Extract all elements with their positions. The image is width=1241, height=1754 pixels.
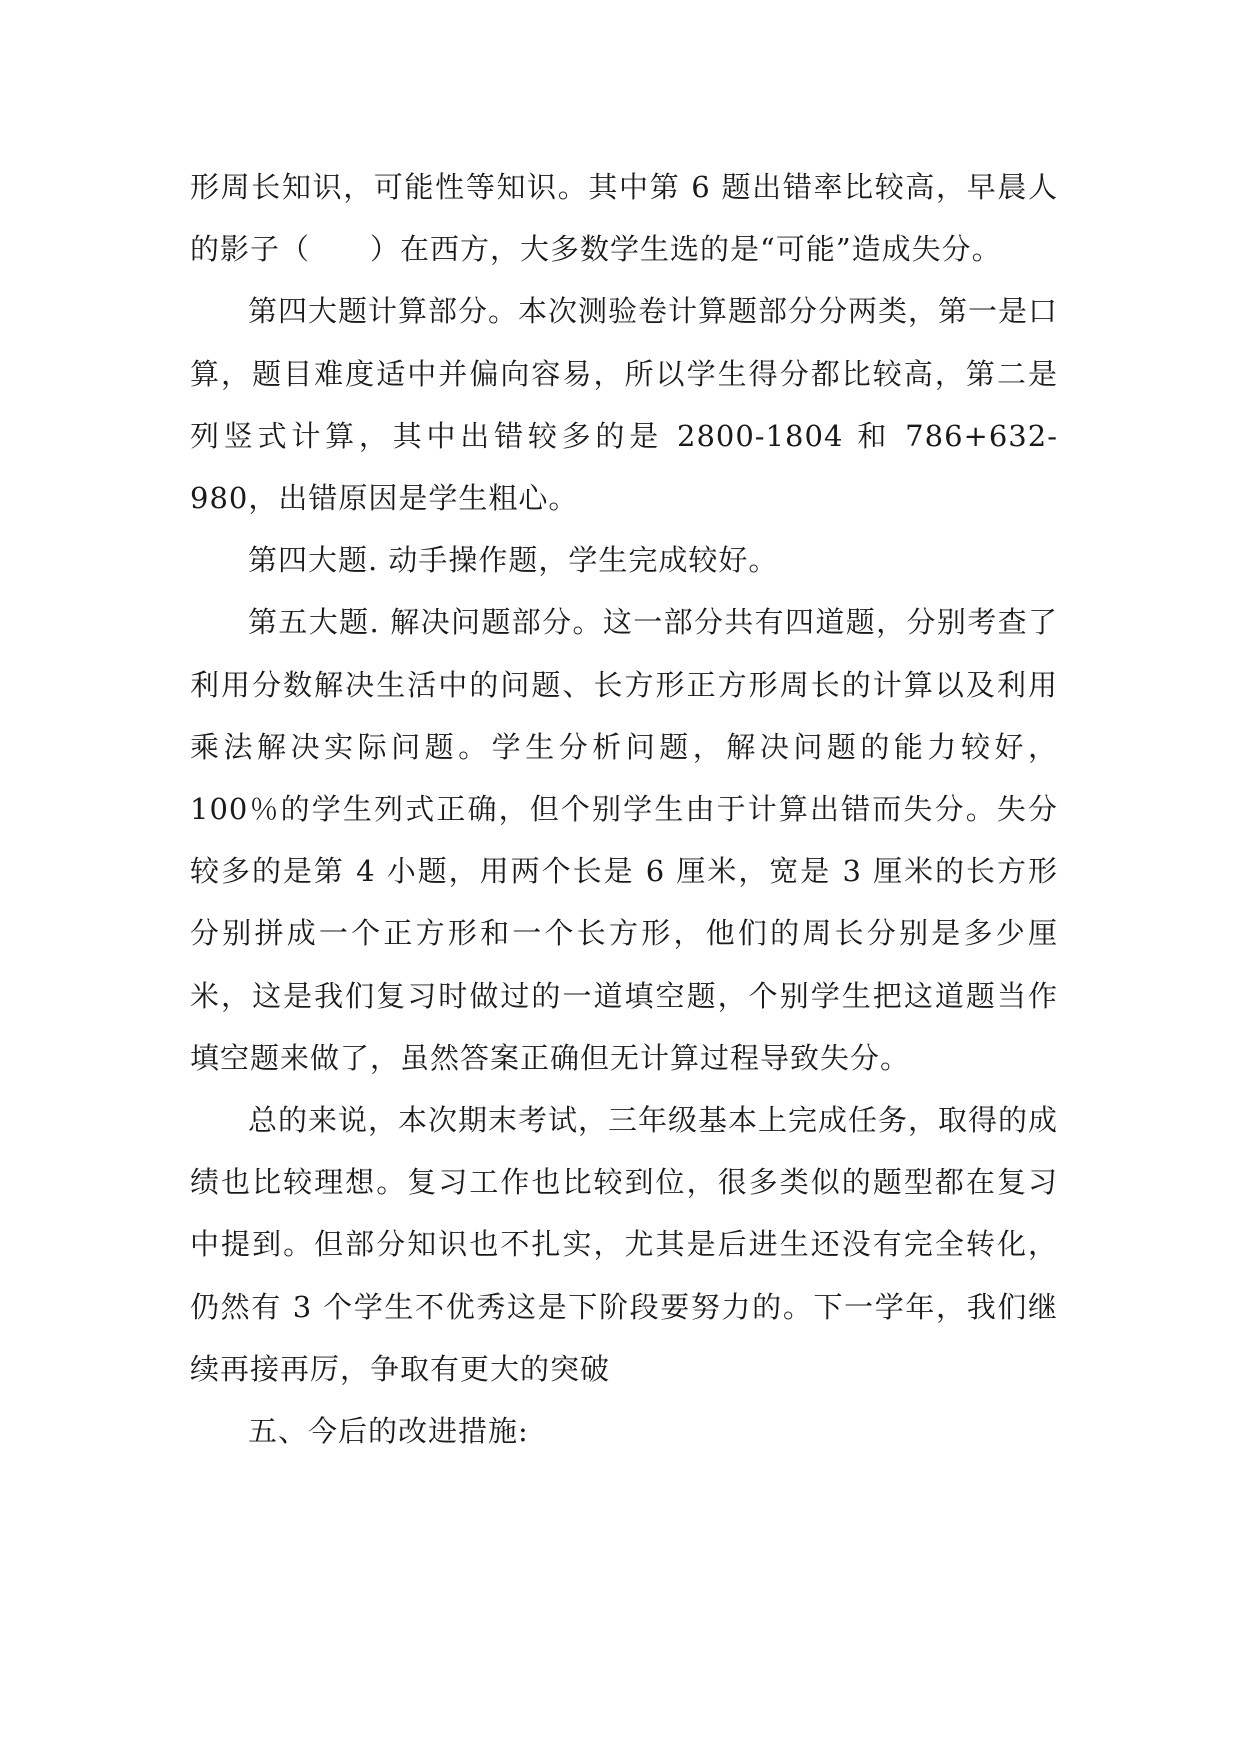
paragraph-problem-solving-section: 第五大题. 解决问题部分。这一部分共有四道题，分别考查了利用分数解决生活中的问题、长方形正方形周长的计算以及利用乘法解决实际问题。学生分析问题，解决问题的能力较好，100％的学生列式正确，但个别学生由于计算出错而失分。失分较多的是第 4 小题，用两个长是 6 厘米，宽是 3 厘米的长方形分别拼成一个正方形和一个长方形，他们的周长分别是多少厘米，这是我们复习时做过的一道填空题，个别学生把这道题当作填空题来做了，虽然答案正确但无计算过程导致失分。 — [190, 605, 1058, 1075]
paragraph-exam-analysis-continued: 形周长知识，可能性等知识。其中第 6 题出错率比较高，早晨人的影子（ ）在西方，大多数学生选的是“可能”造成失分。 — [190, 170, 1058, 267]
paragraph-hands-on-section: 第四大题. 动手操作题，学生完成较好。 — [248, 543, 779, 578]
paragraph-summary: 总的来说，本次期末考试，三年级基本上完成任务，取得的成绩也比较理想。复习工作也比较到位，很多类似的题型都在复习中提到。但部分知识也不扎实，尤其是后进生还没有完全转化，仍然有 3 个学生不优秀这是下阶段要努力的。下一学年，我们继续再接再厉，争取有更大的突破 — [190, 1103, 1059, 1386]
section-heading-improvement-measures: 五、今后的改进措施: — [248, 1414, 529, 1449]
document-body — [190, 156, 1058, 1462]
paragraph-calculation-section: 第四大题计算部分。本次测验卷计算题部分分两类，第一是口算，题目难度适中并偏向容易，所以学生得分都比较高，第二是列竖式计算，其中出错较多的是 2800-1804 和 786+632-980，出错原因是学生粗心。 — [190, 294, 1059, 516]
